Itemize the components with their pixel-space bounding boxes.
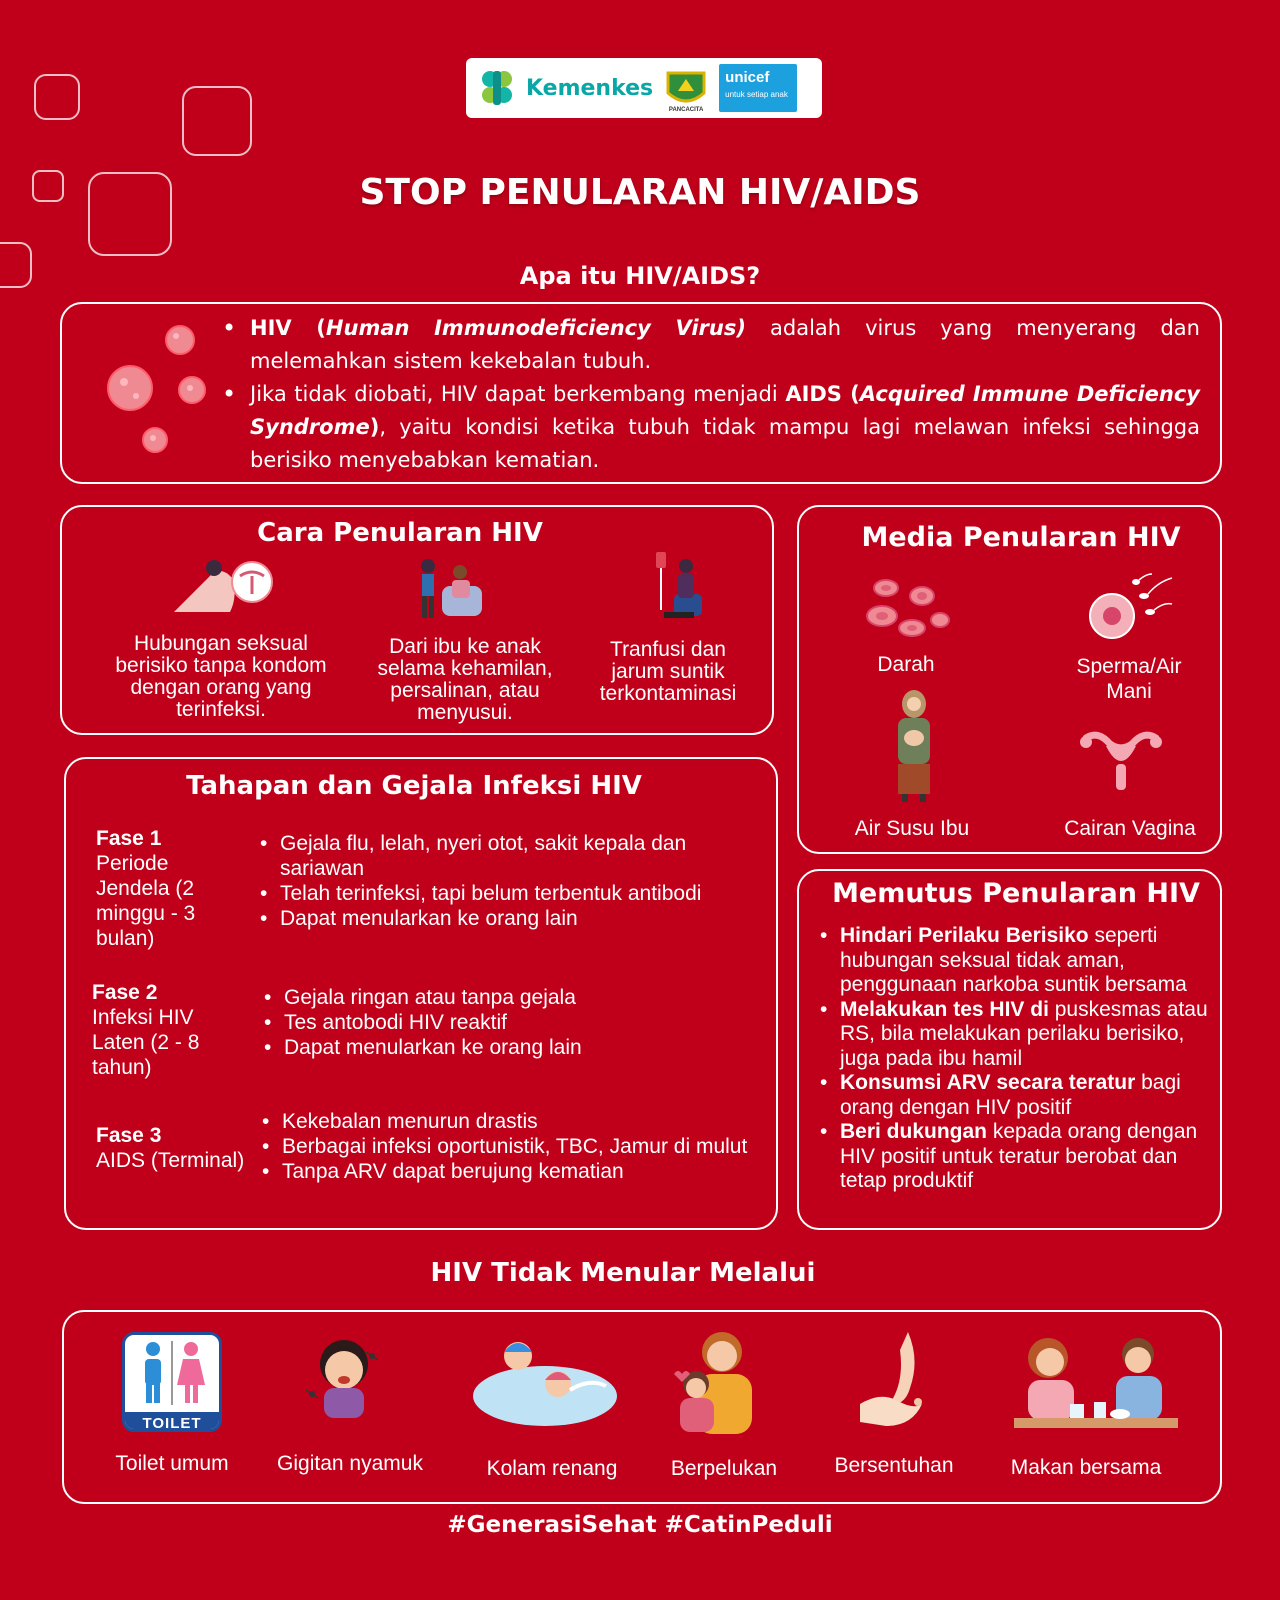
- toilet-sign-label: TOILET: [125, 1412, 219, 1432]
- tidak-heading: HIV Tidak Menular Melalui: [430, 1258, 816, 1288]
- sperm-cell-icon: [1088, 572, 1174, 642]
- tidak-label-hug: Berpelukan: [670, 1457, 778, 1480]
- media-label-breastmilk: Air Susu Ibu: [854, 817, 970, 840]
- list-item: • Beri dukungan kepada orang dengan HIV positif untuk teratur berobat dan tetap produktif: [818, 1120, 1210, 1194]
- media-label-blood: Darah: [877, 653, 935, 676]
- swimming-pool-icon: [470, 1330, 620, 1430]
- unicef-logo: unicef untuk setiap anak: [719, 64, 797, 112]
- tidak-label-mosquito: Gigitan nyamuk: [277, 1452, 423, 1475]
- logo-bar: [466, 58, 822, 118]
- list-item: • Dapat menularkan ke orang lain: [258, 906, 770, 931]
- phase-3-title: Fase 3: [96, 1124, 162, 1147]
- kemenkes-logo-text: Kemenkes: [526, 75, 654, 101]
- list-item: • Berbagai infeksi oportunistik, TBC, Jamur di mulut: [260, 1134, 760, 1159]
- phase-2-title: Fase 2: [92, 981, 158, 1004]
- kemenkes-logo-icon: [476, 67, 518, 109]
- list-item: • Melakukan tes HIV di puskesmas atau RS, bila melakukan perilaku berisiko, juga pada ibu hamil: [818, 998, 1210, 1072]
- what-item-aids: • Jika tidak diobati, HIV dapat berkembang menjadi AIDS (Acquired Immune Deficiency Syndrome), yaitu kondisi ketika tubuh tidak mampu lagi melawan infeksi sehingga berisiko menyebabkan kematian.: [220, 378, 1200, 477]
- list-item: • Gejala ringan atau tanpa gejala: [262, 985, 762, 1010]
- tahapan-heading: Tahapan dan Gejala Infeksi HIV: [186, 771, 642, 801]
- crying-child-mosquito-icon: [300, 1334, 396, 1426]
- pancacita-logo: PANCACITA: [661, 63, 711, 113]
- toilet-figures-icon: [125, 1335, 219, 1407]
- tidak-label-touch: Bersentuhan: [834, 1454, 954, 1477]
- cara-label-sexual: Hubungan seksual berisiko tanpa kondom dengan orang yang terinfeksi.: [115, 632, 327, 721]
- list-item: • Kekebalan menurun drastis: [260, 1109, 760, 1134]
- tidak-label-pool: Kolam renang: [486, 1457, 618, 1480]
- phase-3: [96, 1124, 246, 1173]
- memutus-list: [818, 924, 1210, 1194]
- tidak-label-toilet: Toilet umum: [115, 1452, 229, 1475]
- list-item: • Dapat menularkan ke orang lain: [262, 1035, 762, 1060]
- page-title: STOP PENULARAN HIV/AIDS: [359, 172, 921, 213]
- phase-1: [96, 827, 246, 951]
- virus-icon: [100, 318, 210, 462]
- tidak-label-eating: Makan bersama: [1010, 1456, 1162, 1479]
- what-item-hiv: • HIV (Human Immunodeficiency Virus) adalah virus yang menyerang dan melemahkan sistem kekebalan tubuh.: [220, 312, 1200, 378]
- media-label-vaginal-fluid: Cairan Vagina: [1064, 817, 1196, 840]
- phase-2-desc: Infeksi HIV Laten (2 - 8 tahun): [92, 1006, 200, 1079]
- memutus-heading: Memutus Penularan HIV: [832, 878, 1200, 909]
- sexual-transmission-icon: [168, 558, 280, 618]
- hashtags: #GenerasiSehat #CatinPeduli: [447, 1512, 833, 1538]
- list-item: • Konsumsi ARV secara teratur bagi orang dengan HIV positif: [818, 1071, 1210, 1120]
- cara-label-mother-child: Dari ibu ke anak selama kehamilan, persalinan, atau menyusui.: [377, 635, 553, 724]
- decorative-square: [34, 74, 80, 120]
- what-heading: Apa itu HIV/AIDS?: [519, 262, 761, 290]
- cara-heading: Cara Penularan HIV: [257, 518, 543, 548]
- list-item: • Gejala flu, lelah, nyeri otot, sakit kepala dan sariawan: [258, 831, 770, 881]
- phase-3-points: [260, 1109, 760, 1184]
- list-item: • Tes antobodi HIV reaktif: [262, 1010, 762, 1035]
- list-item: • Hindari Perilaku Berisiko seperti hubungan seksual tidak aman, penggunaan narkoba suntik bersama: [818, 924, 1210, 998]
- phase-1-title: Fase 1: [96, 827, 162, 850]
- toilet-icon: [122, 1332, 222, 1432]
- touching-hands-icon: [856, 1330, 942, 1434]
- phase-2-points: [262, 985, 762, 1060]
- media-label-sperm: Sperma/Air Mani: [1076, 655, 1182, 703]
- hugging-icon: [666, 1326, 762, 1440]
- decorative-square: [182, 86, 252, 156]
- cara-label-transfusion: Tranfusi dan jarum suntik terkontaminasi: [599, 638, 737, 705]
- breastfeeding-mother-icon: [888, 688, 940, 802]
- phase-1-points: [258, 831, 770, 931]
- what-list: [220, 312, 1200, 477]
- transfusion-icon: [644, 550, 704, 624]
- eating-together-icon: [1010, 1330, 1182, 1434]
- phase-1-desc: Periode Jendela (2 minggu - 3 bulan): [96, 852, 196, 950]
- uterus-icon: [1078, 728, 1164, 794]
- pancacita-shield-icon: [664, 69, 708, 107]
- phase-2: [92, 981, 242, 1080]
- list-item: • Tanpa ARV dapat berujung kematian: [260, 1159, 760, 1184]
- phase-3-desc: AIDS (Terminal): [96, 1149, 245, 1172]
- media-heading: Media Penularan HIV: [861, 522, 1181, 553]
- list-item: • Telah terinfeksi, tapi belum terbentuk antibodi: [258, 881, 770, 906]
- blood-cells-icon: [862, 576, 952, 642]
- mother-child-icon: [412, 556, 484, 622]
